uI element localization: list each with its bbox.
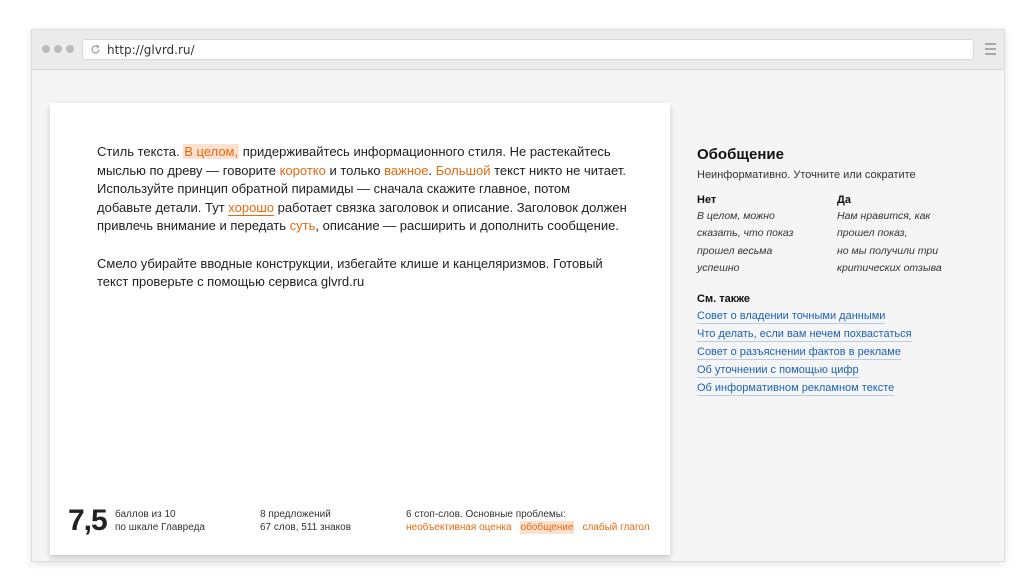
score-description [115,508,205,534]
stopword-highlight[interactable]: коротко [279,162,326,178]
see-also-link[interactable]: Совет о разъяснении фактов в рекламе [697,346,901,358]
text-span: работает связка заголовок и описание. Заголовок должен привлечь внимание и передать [97,199,627,234]
page-content [32,70,1004,562]
text-span: . [428,162,436,178]
bad-example-text [697,208,827,278]
editor-text[interactable] [97,143,627,310]
close-dot-icon[interactable] [42,45,50,53]
text-span: придерживайтесь информационного стиля. Не растекайтесь мыслью по древу — говорите [97,144,611,178]
score-line: баллов из 10 [115,509,176,520]
url-text[interactable]: http://glvrd.ru/ [107,42,195,57]
hamburger-menu-icon[interactable] [985,43,996,55]
problems-summary [406,508,650,534]
rule-description: Неинформативно. Уточните или сократите [697,169,916,181]
stopword-highlight-active[interactable]: В целом, [184,144,239,159]
text-span: и только [325,162,385,178]
browser-toolbar [32,30,1004,70]
stopword-count: 6 стоп-слов. Основные проблемы: [406,509,566,520]
score-value: 7,5 [68,504,107,537]
word-char-count: 67 слов, 511 знаков [260,522,352,533]
text-span: текст никто не читает. Используйте принцип обратной пирамиды — сначала скажите главное, потом добавьте детали. Тут [97,162,626,215]
problem-tag[interactable]: необъективная оценка [406,522,512,533]
stopword-highlight[interactable]: суть [289,218,316,234]
example-line: В целом, можно [697,210,775,222]
minimize-dot-icon[interactable] [54,45,62,53]
text-span: Стиль текста. [97,144,184,159]
score-line: по шкале Главреда [115,522,205,533]
address-bar[interactable] [82,39,974,60]
rule-title: Обобщение [697,146,784,163]
text-counts [260,508,351,534]
example-line: прошел показ, [837,227,908,240]
text-editor[interactable] [50,103,670,555]
good-example [837,194,977,278]
bad-example-heading: Нет [697,194,717,206]
window-controls [42,45,74,53]
stopword-highlight[interactable]: хорошо [228,199,274,215]
browser-window [31,29,1005,562]
text-span: , описание — расширить и дополнить сообщение. [315,218,619,234]
see-also-link[interactable]: Об информативном рекламном тексте [697,382,895,394]
problem-tags [406,521,650,534]
see-also [697,293,977,399]
see-also-link[interactable]: Что делать, если вам нечем похвастаться [697,328,912,340]
example-line: но мы получили три [837,244,939,257]
stopword-highlight[interactable]: важное [384,162,429,178]
paragraph-2[interactable]: Смело убирайте вводные конструкции, избегайте клише и канцеляризмов. Готовый текст проверьте с помощью сервиса glvrd.ru [97,255,603,290]
good-example-heading: Да [837,194,851,206]
example-line: успешно [697,262,740,275]
reload-icon[interactable] [83,39,107,60]
see-also-link[interactable]: Совет о владении точными данными [697,310,886,322]
sentence-count: 8 предложений [260,509,331,520]
stats-bar [50,503,670,543]
example-line: Нам нравится, как [837,210,931,222]
example-line: критических отзыва [837,262,942,275]
example-line: прошел весьма [697,244,773,257]
see-also-link[interactable]: Об уточнении с помощью цифр [697,364,859,376]
paragraph-1[interactable] [97,143,627,236]
example-line: сказать, что показ [697,227,794,240]
stopword-highlight[interactable]: Большой [435,162,491,178]
problem-tag-active[interactable]: обобщение [520,522,574,533]
bad-example [697,194,827,278]
see-also-heading: См. также [697,293,750,305]
good-example-text [837,208,977,278]
maximize-dot-icon[interactable] [66,45,74,53]
problem-tag[interactable]: слабый глагол [582,522,650,533]
